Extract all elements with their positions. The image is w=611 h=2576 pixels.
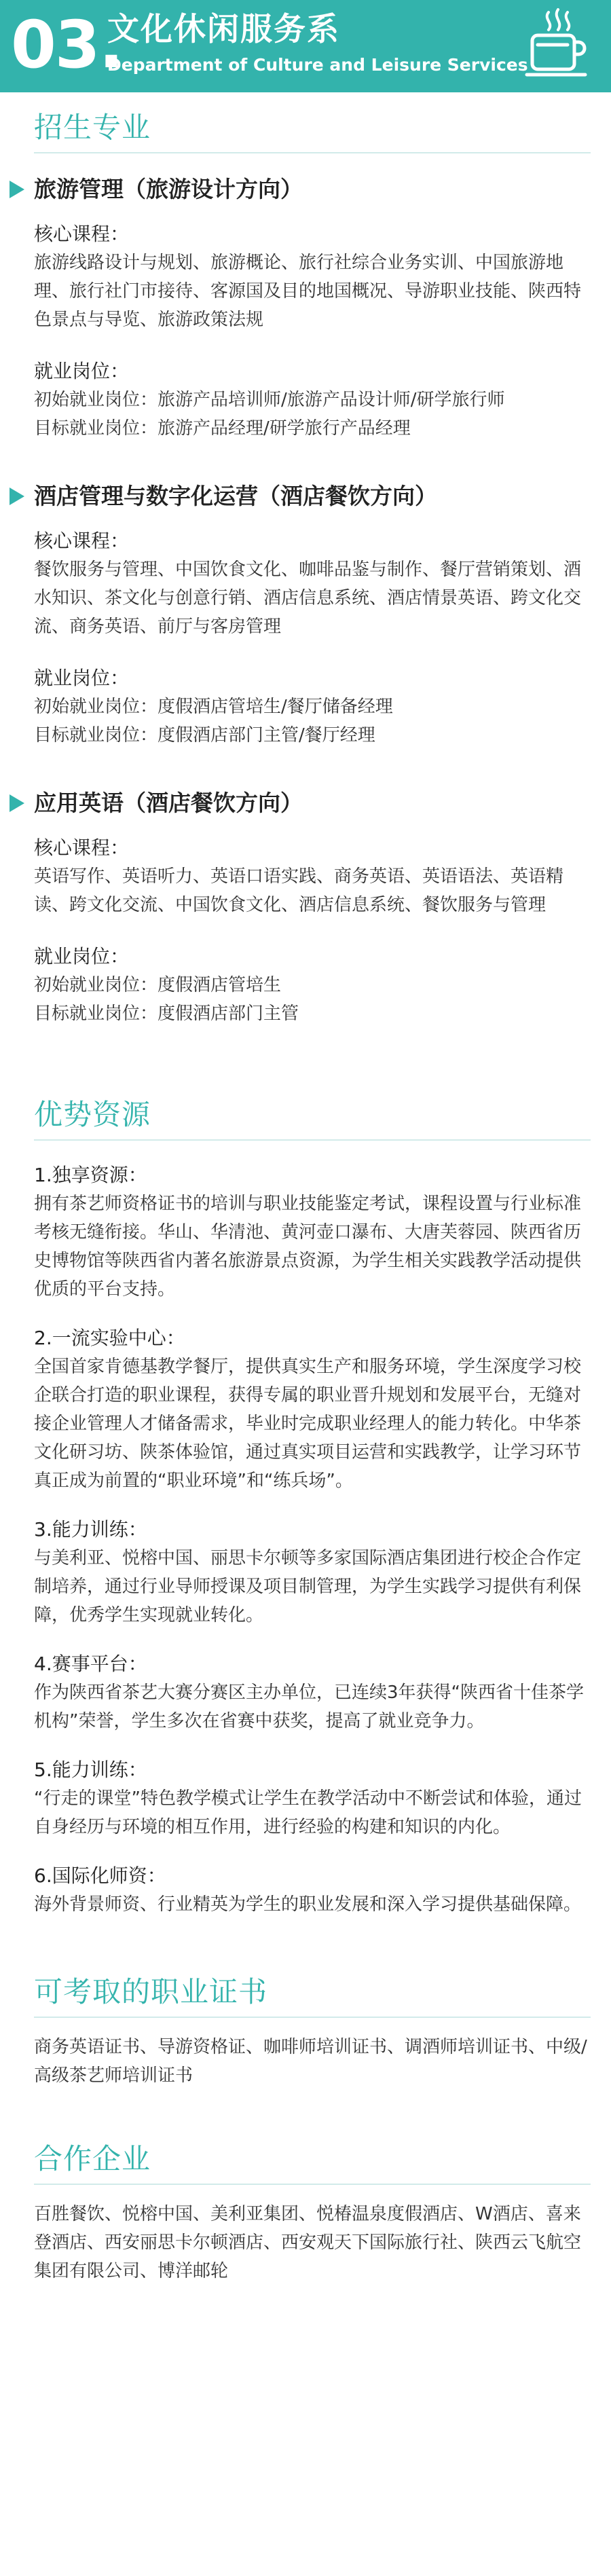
advantage-text: 全国首家肯德基教学餐厅，提供真实生产和服务环境，学生深度学习校企联合打造的职业课程，获得专属的职业晋升规划和发展平台，无缝对接企业管理人才储备需求，毕业时完成职业经理人的能力转化。中华茶文化研习坊、陕茶体验馆，通过真实项目运营和实践教学，让学习环节真正成为前置的“职业环境”和“练兵场”。: [34, 1357, 582, 1491]
section-divider: [34, 2017, 591, 2018]
jobs-block: [34, 664, 591, 750]
advantage-item: [34, 1862, 591, 1919]
jobs-target: 目标就业岗位：度假酒店部门主管/餐厅经理: [34, 725, 375, 746]
section-title-majors: 招生专业: [34, 111, 151, 144]
triangle-bullet-icon: [10, 487, 24, 505]
department-number: 03.: [11, 7, 123, 83]
partners-text: 百胜餐饮、悦榕中国、美利亚集团、悦椿温泉度假酒店、W酒店、喜来登酒店、西安丽思卡尔顿酒店、西安观天下国际旅行社、陕西云飞航空集团有限公司、博洋邮轮: [34, 2204, 582, 2281]
jobs-initial: 初始就业岗位：度假酒店管培生: [34, 975, 282, 995]
advantage-item: [34, 1161, 591, 1304]
jobs-block: [34, 942, 591, 1028]
jobs-label: 就业岗位：: [34, 945, 130, 968]
advantage-title: 5.能力训练：: [34, 1759, 147, 1781]
advantages-section: [34, 1096, 591, 1919]
courses-label: 核心课程：: [34, 223, 130, 245]
advantage-title: 3.能力训练：: [34, 1518, 147, 1541]
jobs-label: 就业岗位：: [34, 360, 130, 382]
advantage-text: 与美利亚、悦榕中国、丽思卡尔顿等多家国际酒店集团进行校企合作定制培养，通过行业导师授课及项目制管理，为学生实践学习提供有利保障，优秀学生实现就业转化。: [34, 1548, 582, 1625]
department-header: [0, 0, 611, 92]
advantage-item: [34, 1515, 591, 1630]
courses-label: 核心课程：: [34, 530, 130, 552]
department-titles: [107, 11, 528, 76]
content: [34, 109, 591, 2285]
jobs-target: 目标就业岗位：旅游产品经理/研学旅行产品经理: [34, 418, 411, 439]
major-tourism: [34, 174, 591, 443]
section-title-advantages: 优势资源: [34, 1098, 151, 1131]
partners-section: [34, 2140, 591, 2285]
coffee-cup-icon: [523, 7, 591, 81]
department-title-cn: 文化休闲服务系: [107, 11, 340, 48]
advantage-text: 海外背景师资、行业精英为学生的职业发展和深入学习提供基础保障。: [34, 1894, 582, 1915]
advantage-title: 2.一流实验中心：: [34, 1327, 185, 1349]
courses-text: 餐饮服务与管理、中国饮食文化、咖啡品鉴与制作、餐厅营销策划、酒水知识、茶文化与创意行销、酒店信息系统、酒店情景英语、跨文化交流、商务英语、前厅与客房管理: [34, 559, 582, 637]
advantage-title: 1.独享资源：: [34, 1164, 147, 1186]
advantage-text: 拥有茶艺师资格证书的培训与职业技能鉴定考试，课程设置与行业标准考核无缝衔接。华山、华清池、黄河壶口瀑布、大唐芙蓉园、陕西省历史博物馆等陕西省内著名旅游景点资源，为学生相关实践教学活动提供优质的平台支持。: [34, 1194, 582, 1300]
major-name: 旅游管理（旅游设计方向）: [34, 176, 303, 202]
section-divider: [34, 1139, 591, 1141]
advantage-title: 6.国际化师资：: [34, 1864, 166, 1887]
section-title-partners: 合作企业: [34, 2142, 151, 2175]
advantage-title: 4.赛事平台：: [34, 1653, 147, 1675]
advantage-item: [34, 1324, 591, 1495]
major-name: 应用英语（酒店餐饮方向）: [34, 790, 303, 816]
jobs-label: 就业岗位：: [34, 667, 130, 689]
jobs-initial: 初始就业岗位：旅游产品培训师/旅游产品设计师/研学旅行师: [34, 390, 505, 410]
courses-text: 英语写作、英语听力、英语口语实践、商务英语、英语语法、英语精读、跨文化交流、中国饮食文化、酒店信息系统、餐饮服务与管理: [34, 866, 564, 915]
major-name: 酒店管理与数字化运营（酒店餐饮方向）: [34, 483, 437, 509]
major-header: [10, 788, 591, 819]
courses-text: 旅游线路设计与规划、旅游概论、旅行社综合业务实训、中国旅游地理、旅行社门市接待、客源国及目的地国概况、导游职业技能、陕西特色景点与导览、旅游政策法规: [34, 253, 582, 330]
triangle-bullet-icon: [10, 794, 24, 812]
jobs-block: [34, 357, 591, 443]
jobs-target: 目标就业岗位：度假酒店部门主管: [34, 1004, 299, 1024]
major-hotel: [34, 481, 591, 750]
triangle-bullet-icon: [10, 181, 24, 198]
advantage-item: [34, 1756, 591, 1841]
section-divider: [34, 152, 591, 153]
certificates-text: 商务英语证书、导游资格证、咖啡师培训证书、调酒师培训证书、中级/高级茶艺师培训证书: [34, 2037, 587, 2086]
majors-section: [34, 109, 591, 1028]
advantage-item: [34, 1650, 591, 1735]
major-english: [34, 788, 591, 1028]
advantage-text: 作为陕西省茶艺大赛分赛区主办单位，已连续3年获得“陕西省十佳茶学机构”荣誉，学生多次在省赛中获奖，提高了就业竞争力。: [34, 1682, 585, 1731]
department-title-en: Department of Culture and Leisure Services: [107, 55, 528, 75]
major-header: [10, 174, 591, 205]
jobs-initial: 初始就业岗位：度假酒店管培生/餐厅储备经理: [34, 697, 393, 717]
section-divider: [34, 2184, 591, 2185]
courses-block: [34, 220, 591, 334]
courses-label: 核心课程：: [34, 836, 130, 859]
major-header: [10, 481, 591, 512]
courses-block: [34, 834, 591, 919]
section-title-certificates: 可考取的职业证书: [34, 1975, 268, 2008]
courses-block: [34, 527, 591, 641]
advantage-text: “行走的课堂”特色教学模式让学生在教学活动中不断尝试和体验，通过自身经历与环境的相互作用，进行经验的构建和知识的内化。: [34, 1788, 582, 1837]
certificates-section: [34, 1973, 591, 2090]
